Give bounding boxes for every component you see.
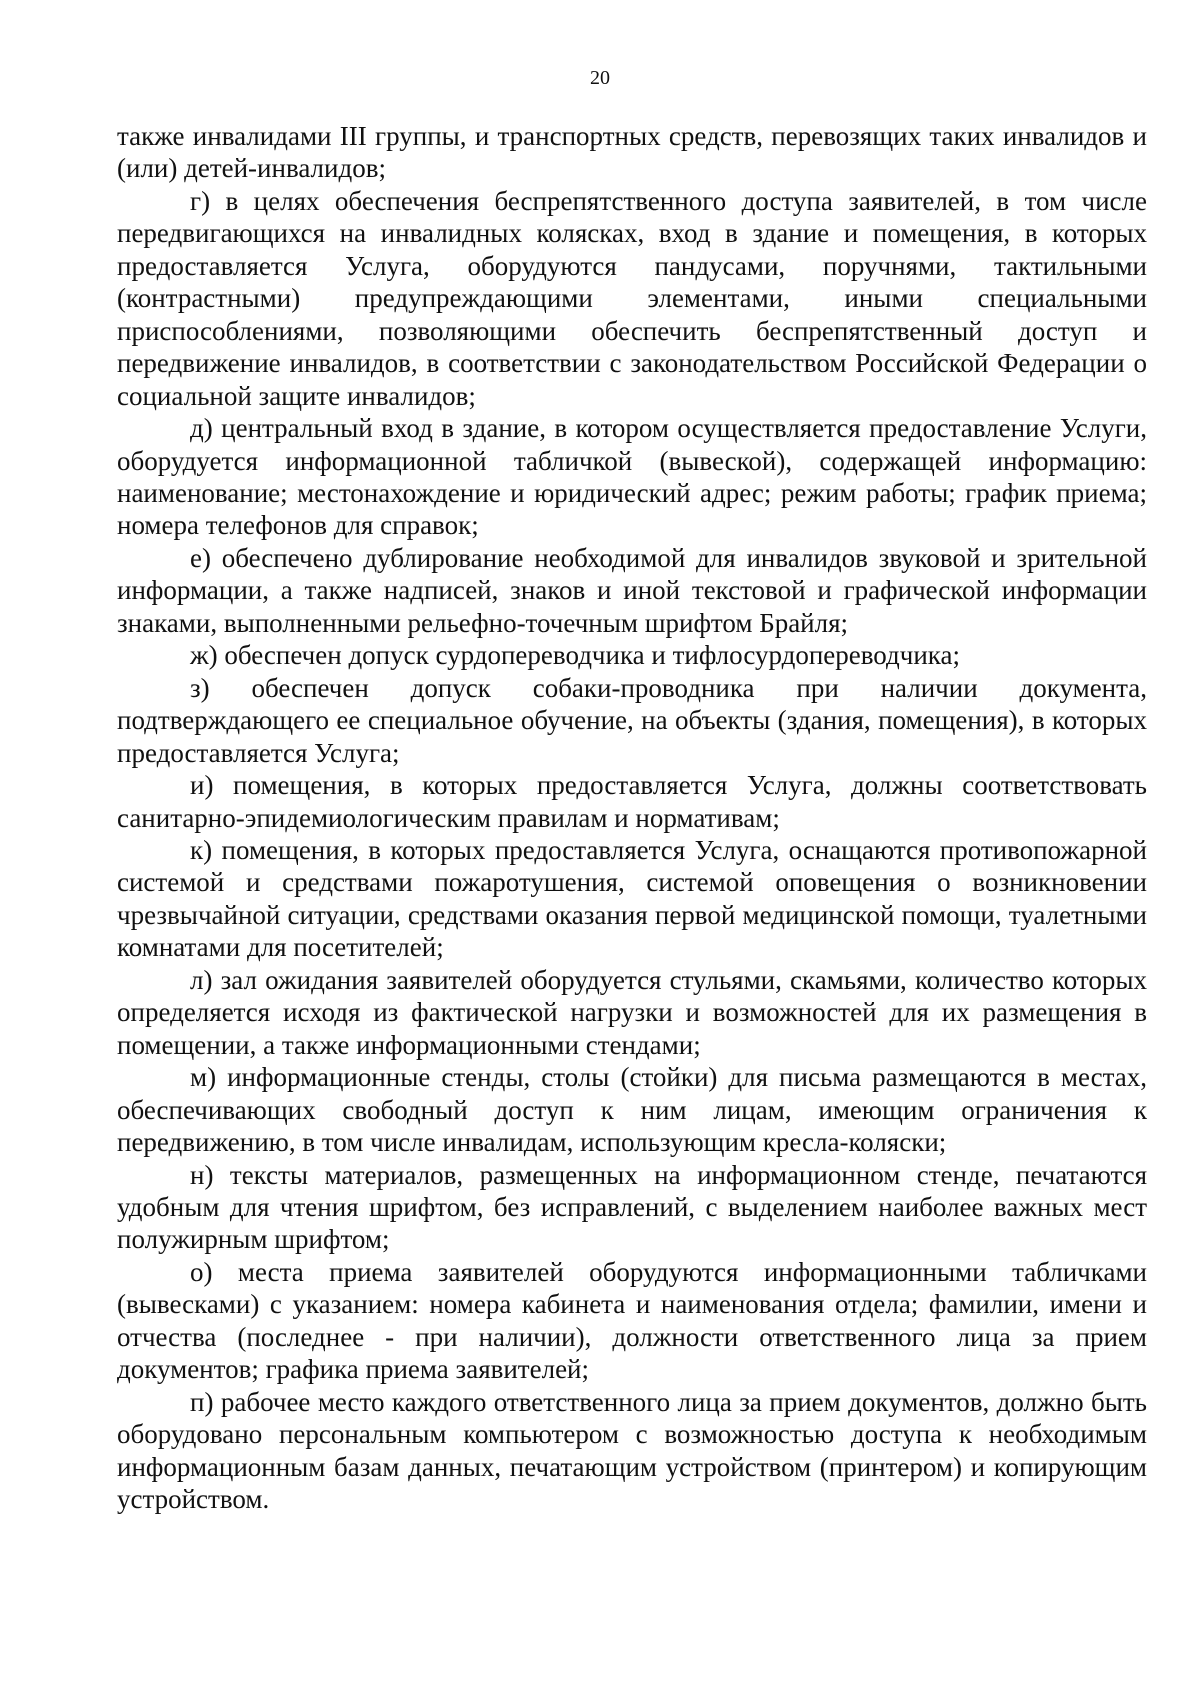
document-body <box>117 120 1147 1515</box>
paragraph-p: п) рабочее место каждого ответственного лица за прием документов, должно быть оборудовано персональным компьютером с возможностью доступа к необходимым информационным базам данных, печатающим устройством (принтером) и копирующим устройством. <box>117 1386 1147 1515</box>
paragraph-o: о) места приема заявителей оборудуются информационными табличками (вывесками) с указанием: номера кабинета и наименования отдела; фамилии, имени и отчества (последнее - при наличии), должности ответственного лица за прием документов; графика приема заявителей; <box>117 1256 1147 1385</box>
paragraph-m: м) информационные стенды, столы (стойки) для письма размещаются в местах, обеспечивающих свободный доступ к ним лицам, имеющим ограничения к передвижению, в том числе инвалидам, использующим кресла-коляски; <box>117 1062 1147 1158</box>
paragraph-k: к) помещения, в которых предоставляется Услуга, оснащаются противопожарной системой и средствами пожаротушения, системой оповещения о возникновении чрезвычайной ситуации, средствами оказания первой медицинской помощи, туалетными комнатами для посетителей; <box>117 834 1147 963</box>
paragraph-z: з) обеспечен допуск собаки-проводника при наличии документа, подтверждающего ее специальное обучение, на объекты (здания, помещения), в которых предоставляется Услуга; <box>117 672 1147 768</box>
paragraph-d: д) центральный вход в здание, в котором осуществляется предоставление Услуги, оборудуется информационной табличкой (вывеской), содержащей информацию: наименование; местонахождение и юридический адрес; режим работы; график приема; номера телефонов для справок; <box>117 413 1147 541</box>
paragraph-continuation: также инвалидами III группы, и транспортных средств, перевозящих таких инвалидов и (или) детей-инвалидов; <box>117 121 1147 184</box>
paragraph-l: л) зал ожидания заявителей оборудуется стульями, скамьями, количество которых определяется исходя из фактической нагрузки и возможностей для их размещения в помещении, а также информационными стендами; <box>117 964 1147 1060</box>
paragraph-i: и) помещения, в которых предоставляется Услуга, должны соответствовать санитарно-эпидемиологическим правилам и нормативам; <box>117 770 1147 833</box>
paragraph-g: г) в целях обеспечения беспрепятственного доступа заявителей, в том числе передвигающихся на инвалидных колясках, вход в здание и помещения, в которых предоставляется Услуга, оборудуются пандусами, поручнями, тактильными (контрастными) предупреждающими элементами, иными специальными приспособлениями, позволяющими обеспечить беспрепятственный доступ и передвижение инвалидов, в соответствии с законодательством Российской Федерации о социальной защите инвалидов; <box>117 185 1147 411</box>
paragraph-e: е) обеспечено дублирование необходимой для инвалидов звуковой и зрительной информации, а также надписей, знаков и иной текстовой и графической информации знаками, выполненными рельефно-точечным шрифтом Брайля; <box>117 542 1147 638</box>
paragraph-n: н) тексты материалов, размещенных на информационном стенде, печатаются удобным для чтения шрифтом, без исправлений, с выделением наиболее важных мест полужирным шрифтом; <box>117 1159 1147 1255</box>
paragraph-zh: ж) обеспечен допуск сурдопереводчика и тифлосурдопереводчика; <box>190 640 960 671</box>
page-number: 20 <box>590 67 610 89</box>
